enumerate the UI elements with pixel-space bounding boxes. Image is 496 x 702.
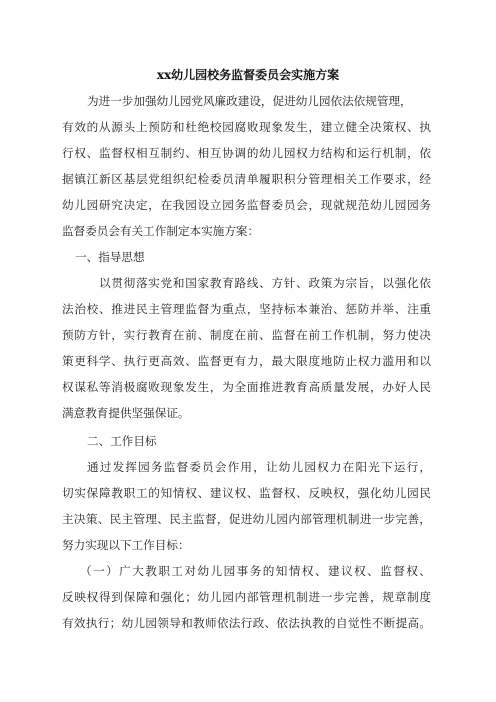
section1-line-4: 策更科学、执行更高效、监督更有力，最大限度地防止权力滥用和以 [62, 354, 431, 368]
document-title: xx幼儿园校务监督委员会实施方案 [156, 68, 340, 82]
section2-line-3: 主决策、民主管理、民主监督，促进幼儿园内部管理机制进一步完善， [62, 512, 431, 526]
item1-line-3: 有效执行；幼儿园领导和教师依法行政、依法执教的自觉性不断提高。 [62, 616, 431, 630]
section1-line-2: 法治校、推进民主管理监督为重点，坚持标本兼治、惩防并举、注重 [62, 302, 431, 316]
item1-line-1: （一）广大教职工对幼儿园事务的知情权、建议权、监督权、 [80, 564, 431, 578]
intro-line-6: 监督委员会有关工作制定本实施方案： [62, 224, 260, 238]
intro-line-2: 有效的从源头上预防和杜绝校园腐败现象发生，建立健全决策权、执 [62, 120, 431, 134]
section2-line-1: 通过发挥园务监督委员会作用，让幼儿园权力在阳光下运行， [87, 460, 431, 474]
section2-heading: 二、工作目标 [87, 434, 157, 448]
section1-line-3: 预防方针，实行教育在前、制度在前、监督在前工作机制，努力使决 [62, 328, 431, 342]
section2-line-2: 切实保障教职工的知情权、建议权、监督权、反映权，强化幼儿园民 [62, 486, 431, 500]
intro-line-4: 据镇江新区基层党组织纪检委员清单履职积分管理相关工作要求，经 [62, 172, 431, 186]
item1-line-2: 反映权得到保障和强化；幼儿园内部管理机制进一步完善，规章制度 [62, 590, 431, 604]
section2-line-4: 努力实现以下工作目标： [62, 538, 190, 552]
section1-line-6: 满意教育提供坚强保证。 [62, 406, 190, 420]
section1-line-5: 权谋私等消极腐败现象发生，为全面推进教育高质量发展，办好人民 [62, 380, 431, 394]
intro-line-1: 为进一步加强幼儿园党风廉政建设，促进幼儿园依法依规管理， [87, 94, 412, 108]
section1-line-1: 以贯彻落实党和国家教育路线、方针、政策为宗旨，以强化依 [99, 276, 431, 290]
section1-heading: 一、指导思想 [75, 250, 145, 264]
intro-line-3: 行权、监督权相互制约、相互协调的幼儿园权力结构和运行机制，依 [62, 146, 431, 160]
intro-line-5: 幼儿园研究决定，在我园设立园务监督委员会，现就规范幼儿园园务 [62, 198, 431, 212]
